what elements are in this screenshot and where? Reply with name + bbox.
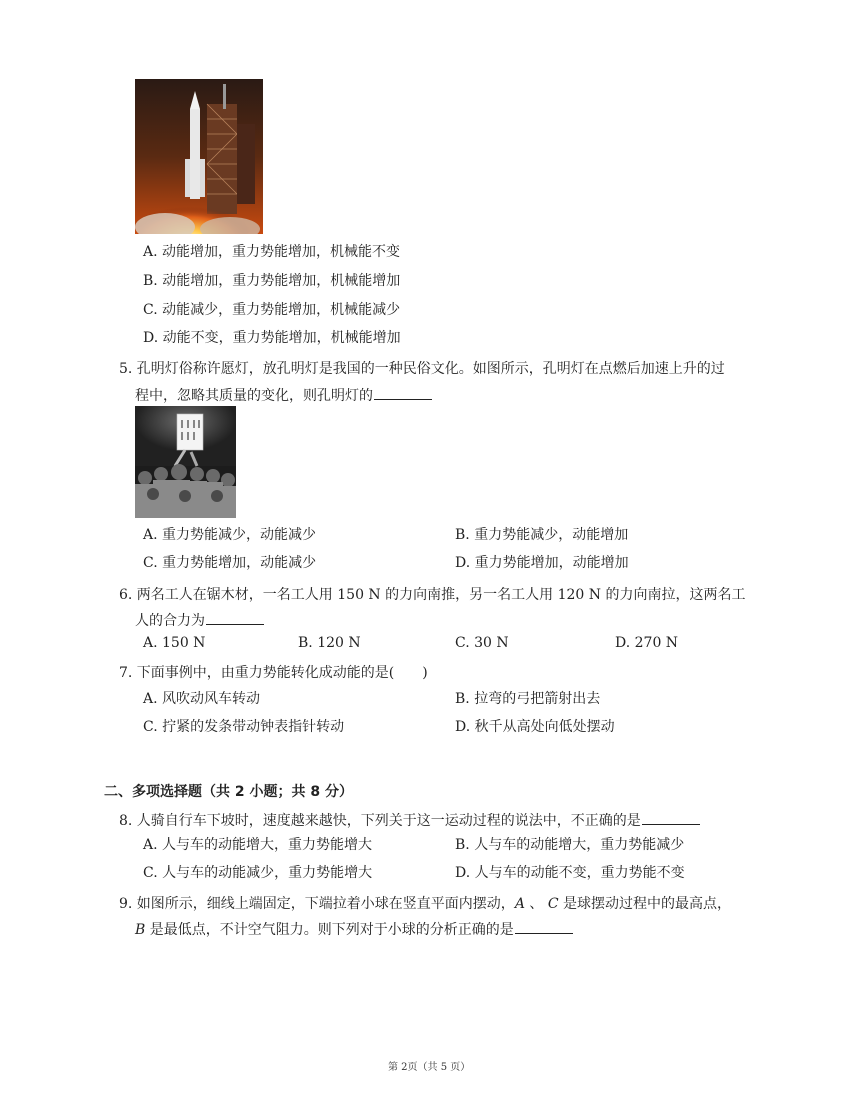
q9-text-c: 是最低点，不计空气阻力。则下列对于小球的分析正确的是: [145, 922, 514, 938]
q7-option-d: D. 秋千从高处向低处摆动: [455, 719, 615, 735]
point-a-label: A: [514, 896, 525, 912]
answer-blank: [515, 921, 573, 934]
q8-option-c: C. 人与车的动能减少，重力势能增大: [143, 865, 373, 881]
q9-text-b: 是球摆动过程中的最高点，: [558, 896, 732, 912]
q9-stem-line1: [119, 893, 731, 913]
q5-option-a: A. 重力势能减少，动能减少: [143, 527, 317, 543]
q4-option-a: A. 动能增加，重力势能增加，机械能不变: [143, 244, 401, 260]
q7-option-c: C. 拧紧的发条带动钟表指针转动: [143, 719, 345, 735]
q5-stem-line2: [135, 385, 432, 405]
q6-stem-line2: [135, 610, 264, 630]
rocket-launch-image: [135, 79, 263, 234]
q7-stem: 7. 下面事例中，由重力势能转化成动能的是( ): [119, 665, 428, 681]
q5-option-b: B. 重力势能减少，动能增加: [455, 527, 629, 543]
answer-blank: [642, 812, 700, 825]
q9-text-a: 9. 如图所示，细线上端固定，下端拉着小球在竖直平面内摆动，: [119, 896, 515, 912]
point-c-label: C: [547, 896, 559, 912]
answer-blank: [206, 612, 264, 625]
q6-option-b: B. 120 N: [298, 635, 361, 651]
answer-blank: [374, 387, 432, 400]
q4-option-b: B. 动能增加，重力势能增加，机械能增加: [143, 273, 401, 289]
q7-option-a: A. 风吹动风车转动: [143, 691, 261, 707]
q6-option-c: C. 30 N: [455, 635, 509, 651]
q5-stem-line1: 5. 孔明灯俗称许愿灯，放孔明灯是我国的一种民俗文化。如图所示，孔明灯在点燃后加速上升的过: [119, 361, 725, 377]
q6-option-a: A. 150 N: [143, 635, 206, 651]
q8-option-d: D. 人与车的动能不变，重力势能不变: [455, 865, 685, 881]
section-heading: 二、多项选择题（共 2 小题；共 8 分）: [104, 784, 353, 800]
q9-stem-line2: [135, 919, 573, 939]
q4-option-d: D. 动能不变，重力势能增加，机械能增加: [143, 330, 401, 346]
q4-option-c: C. 动能减少，重力势能增加，机械能减少: [143, 302, 401, 318]
page-footer: 第 2页（共 5 页）: [388, 1062, 471, 1073]
q5-stem-text: 程中，忽略其质量的变化，则孔明灯的: [135, 388, 373, 404]
q5-option-d: D. 重力势能增加，动能增加: [455, 555, 629, 571]
q6-stem-text: 人的合力为: [135, 613, 205, 629]
sky-lantern-image: [135, 406, 236, 518]
q8-option-a: A. 人与车的动能增大，重力势能增大: [143, 837, 373, 853]
q7-option-b: B. 拉弯的弓把箭射出去: [455, 691, 601, 707]
q6-stem-line1: 6. 两名工人在锯木材，一名工人用 150 N 的力向南推，另一名工人用 120 N 的力向南拉，这两名工: [119, 587, 746, 603]
q8-stem: [119, 810, 700, 830]
point-b-label: B: [135, 922, 146, 938]
q8-stem-text: 8. 人骑自行车下坡时，速度越来越快，下列关于这一运动过程的说法中，不正确的是: [119, 813, 641, 829]
q5-option-c: C. 重力势能增加，动能减少: [143, 555, 317, 571]
q9-sep: 、: [524, 896, 548, 912]
q6-option-d: D. 270 N: [615, 635, 679, 651]
q8-option-b: B. 人与车的动能增大，重力势能减少: [455, 837, 685, 853]
